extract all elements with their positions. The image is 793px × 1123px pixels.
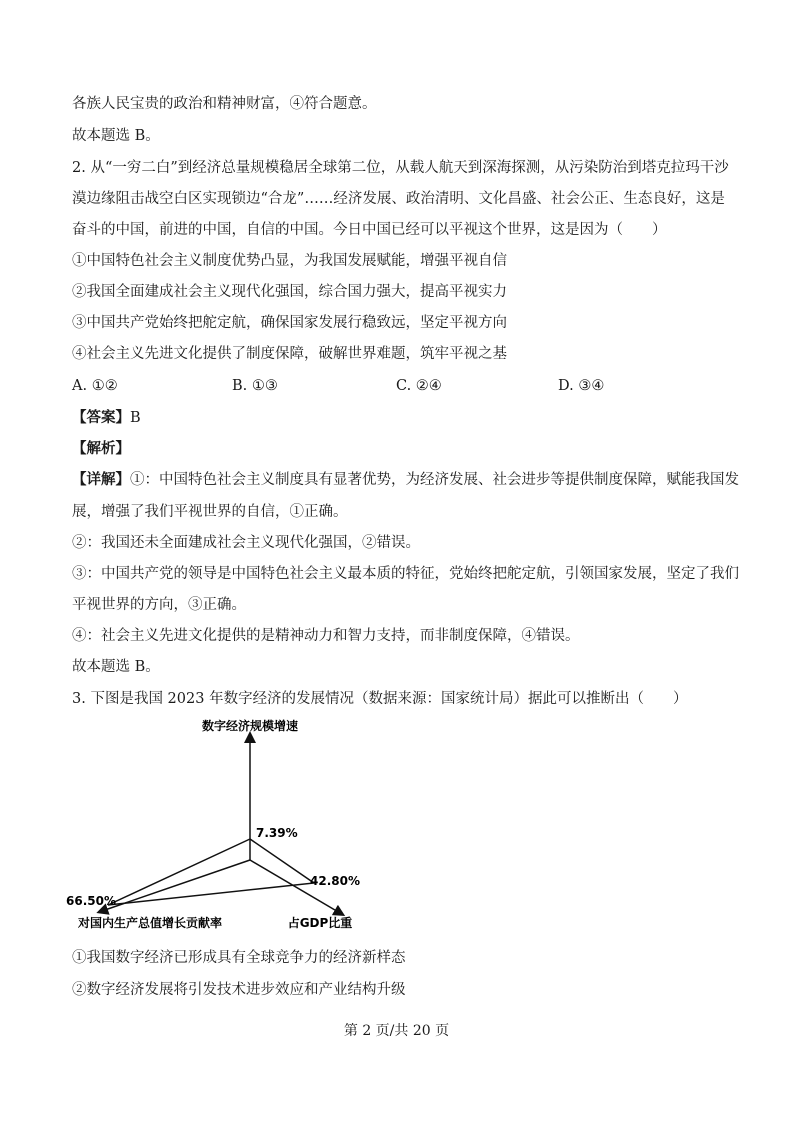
option-d: D. ③④ [558, 378, 605, 394]
question-2-line-3: 奋斗的中国，前进的中国，自信的中国。今日中国已经可以平视这个世界，这是因为（ ） [72, 222, 667, 238]
answer-line [72, 408, 141, 428]
question-2-line-2: 漠边缘阻击战空白区实现锁边“合龙”……经济发展、政治清明、文化昌盛、社会公正、生态良好，这是 [72, 191, 725, 207]
answer-value: B [130, 410, 141, 426]
analysis-line [72, 439, 130, 459]
line-2: 故本题选 B。 [72, 128, 160, 144]
statement-2: ②我国全面建成社会主义现代化强国，综合国力强大，提高平视实力 [72, 284, 507, 300]
question-2-line-1: 2. 从“一穷二白”到经济总量规模稳居全球第二位，从载人航天到深海探测，从污染防治到塔克拉玛干沙 [72, 160, 729, 176]
value-contribution: 66.50% [66, 894, 116, 908]
conclusion-line: 故本题选 B。 [72, 659, 160, 675]
detail-line-4: ④：社会主义先进文化提供的是精神动力和智力支持，而非制度保障，④错误。 [72, 628, 580, 644]
option-a: A. ①② [72, 378, 118, 394]
page-footer: 第 2 页/共 20 页 [343, 1023, 450, 1039]
data-polygon [108, 839, 314, 905]
option-b: B. ①③ [232, 378, 278, 394]
detail-tag: 【详解】 [72, 471, 130, 488]
statement-4: ④社会主义先进文化提供了制度保障，破解世界难题，筑牢平视之基 [72, 346, 507, 362]
detail-line-1b: 展，增强了我们平视世界的自信，①正确。 [72, 504, 348, 520]
answer-tag: 【答案】 [72, 409, 130, 426]
option-c: C. ②④ [396, 378, 442, 394]
value-gdp-share: 42.80% [310, 874, 360, 888]
value-growth: 7.39% [256, 826, 298, 840]
option-statement-1: ①我国数字经济已形成具有全球竞争力的经济新样态 [72, 950, 406, 966]
axis-label-gdp-share: 占GDP比重 [287, 916, 353, 930]
analysis-tag: 【解析】 [72, 440, 130, 457]
question-3-line: 3. 下图是我国 2023 年数字经济的发展情况（数据来源：国家统计局）据此可以推断出（ ） [72, 691, 688, 707]
statement-3: ③中国共产党始终把舵定航，确保国家发展行稳致远，坚定平视方向 [72, 315, 507, 331]
statement-1: ①中国特色社会主义制度优势凸显，为我国发展赋能，增强平视自信 [72, 253, 507, 269]
option-statement-2: ②数字经济发展将引发技术进步效应和产业结构升级 [72, 982, 406, 998]
detail-line-1a [72, 470, 739, 490]
axis-label-contribution: 对国内生产总值增长贡献率 [77, 916, 223, 930]
line-1: 各族人民宝贵的政治和精神财富，④符合题意。 [72, 96, 377, 112]
axis-label-growth: 数字经济规模增速 [201, 719, 299, 733]
detail-line-3b: 平视世界的方向，③正确。 [72, 597, 246, 613]
detail-1a-text: ①：中国特色社会主义制度具有显著优势，为经济发展、社会进步等提供制度保障，赋能我国发 [130, 472, 739, 488]
digital-economy-chart [60, 715, 400, 935]
detail-line-2: ②：我国还未全面建成社会主义现代化强国，②错误。 [72, 535, 420, 551]
detail-line-3a: ③：中国共产党的领导是中国特色社会主义最本质的特征，党始终把舵定航，引领国家发展，坚定了我们 [72, 566, 739, 582]
